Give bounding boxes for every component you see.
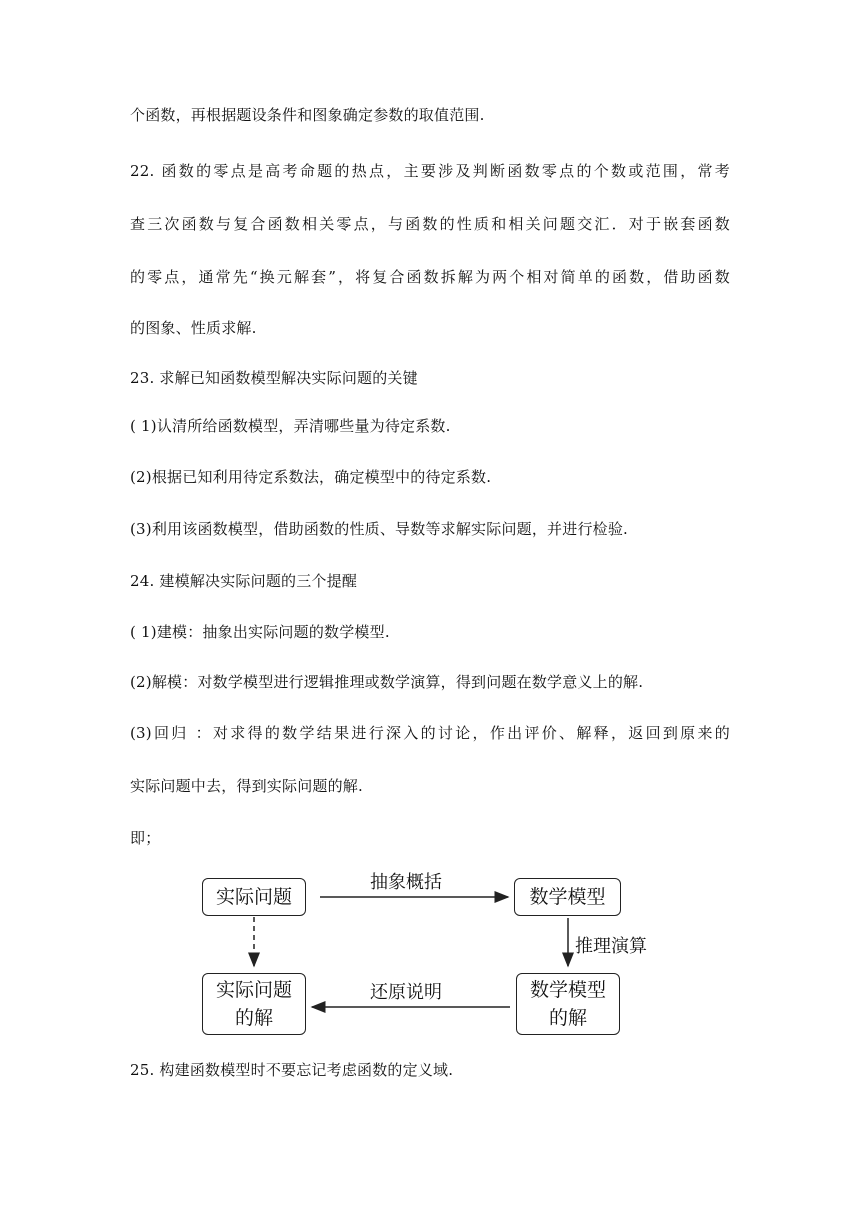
text-line-item24-4: 实际问题中去，得到实际问题的解. [130, 777, 363, 795]
box-real-problem [202, 878, 306, 916]
text-line-item25: 25. 构建函数模型时不要忘记考虑函数的定义域. [130, 1061, 454, 1079]
text-line-item24-2: (2)解模：对数学模型进行逻辑推理或数学演算，得到问题在数学意义上的解. [130, 673, 644, 691]
box-math-solution-line2: 的解 [548, 1007, 587, 1029]
text-line-1: 个函数，再根据题设条件和图象确定参数的取值范围. [130, 106, 485, 124]
box-real-solution-line1: 实际问题 [215, 979, 292, 1001]
text-line-item23-2: (2)根据已知利用待定系数法，确定模型中的待定系数. [130, 468, 492, 486]
box-math-model-label: 数学模型 [529, 886, 606, 908]
box-real-solution [202, 973, 306, 1035]
text-line-item23-1: ( 1)认清所给函数模型，弄清哪些量为待定系数. [130, 417, 451, 435]
box-real-problem-label: 实际问题 [215, 886, 292, 908]
label-restore: 还原说明 [370, 982, 442, 1003]
text-line-ji: 即； [130, 829, 161, 847]
text-line-item22-4: 的图象、性质求解. [130, 319, 257, 337]
box-math-model [514, 878, 621, 916]
box-math-solution-line1: 数学模型 [529, 979, 606, 1001]
label-abstract: 抽象概括 [370, 872, 442, 893]
text-line-item23-3: (3)利用该函数模型，借助函数的性质、导数等求解实际问题，并进行检验. [130, 520, 629, 538]
box-real-solution-line2: 的解 [234, 1007, 273, 1029]
label-reasoning: 推理演算 [575, 936, 647, 957]
text-line-item22-1: 22. 函数的零点是高考命题的热点，主要涉及判断函数零点的个数或范围，常考 [130, 162, 730, 180]
heading-item23: 23. 求解已知函数模型解决实际问题的关键 [130, 369, 418, 387]
text-line-item24-1: ( 1)建模：抽象出实际问题的数学模型. [130, 623, 390, 641]
box-math-solution [516, 973, 620, 1035]
heading-item24: 24. 建模解决实际问题的三个提醒 [130, 572, 358, 590]
text-line-item22-2: 查三次函数与复合函数相关零点，与函数的性质和相关问题交汇．对于嵌套函数 [130, 215, 730, 233]
text-line-item24-3: (3)回归 ：对求得的数学结果进行深入的讨论，作出评价、解释，返回到原来的 [130, 724, 730, 742]
text-line-item22-3: 的零点，通常先“换元解套”，将复合函数拆解为两个相对简单的函数，借助函数 [130, 268, 730, 286]
